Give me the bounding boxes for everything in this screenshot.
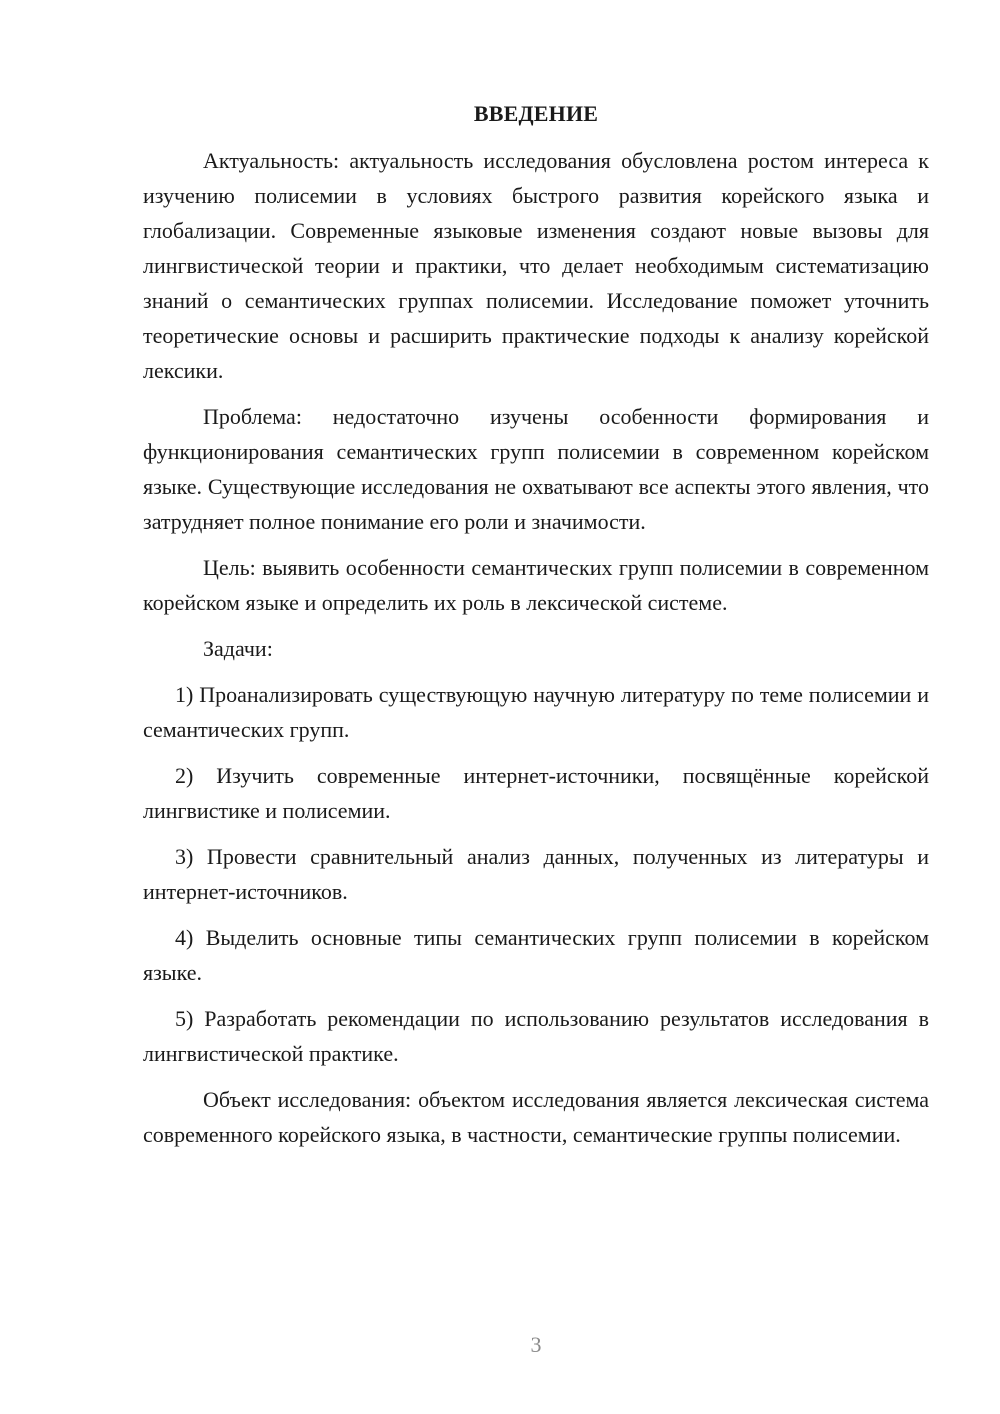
section-title: ВВЕДЕНИЕ (473, 101, 599, 126)
task-item-1: 1) Проанализировать существующую научную литературу по теме полисемии и семантических групп. (143, 682, 929, 742)
paragraph-problem: Проблема: недостаточно изучены особенности формирования и функционирования семантических групп полисемии в современном корейском языке. Существующие исследования не охватывают все аспекты этого явления, что затрудняет полное понимание его роли и значимости. (143, 404, 929, 534)
paragraph-object: Объект исследования: объектом исследования является лексическая система современного корейского языка, в частности, семантические группы полисемии. (143, 1087, 929, 1147)
paragraph-goal: Цель: выявить особенности семантических групп полисемии в современном корейском языке и определить их роль в лексической системе. (143, 555, 929, 615)
task-item-3: 3) Провести сравнительный анализ данных, полученных из литературы и интернет-источников. (143, 844, 929, 904)
task-item-4: 4) Выделить основные типы семантических групп полисемии в корейском языке. (143, 925, 929, 985)
tasks-heading: Задачи: (203, 636, 273, 661)
task-item-2: 2) Изучить современные интернет-источники, посвящённые корейской лингвистике и полисемии. (143, 763, 929, 823)
task-item-5: 5) Разработать рекомендации по использованию результатов исследования в лингвистической практике. (143, 1006, 929, 1066)
document-body (143, 96, 929, 1163)
paragraph-relevance: Актуальность: актуальность исследования обусловлена ростом интереса к изучению полисемии в условиях быстрого развития корейского языка и глобализации. Современные языковые изменения создают новые вызовы для лингвистической теории и практики, что делает необходимым систематизацию знаний о семантических группах полисемии. Исследование поможет уточнить теоретические основы и расширить практические подходы к анализу корейской лексики. (143, 148, 929, 383)
page-number: 3 (530, 1332, 542, 1357)
